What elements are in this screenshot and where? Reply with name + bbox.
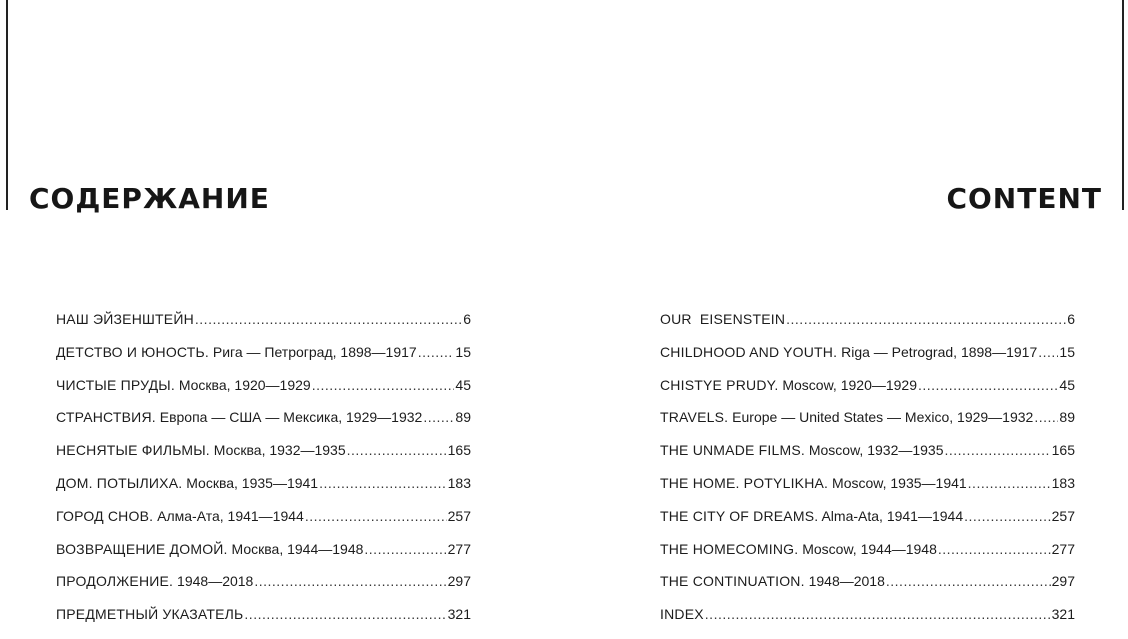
toc-entry-subtitle: Moscow, 1932—1935 <box>808 442 944 459</box>
toc-entry-subtitle: Riga — Petrograd, 1898—1917 <box>841 343 1038 360</box>
toc-entry <box>56 377 471 410</box>
toc-entry-subtitle: Moscow, 1920—1929 <box>782 376 917 393</box>
toc-entry <box>56 344 471 377</box>
toc-entry-title: НЕСНЯТЫЕ ФИЛЬМЫ. <box>56 442 210 459</box>
toc-entry <box>56 508 471 541</box>
dot-leader <box>1038 344 1058 360</box>
toc-entry-title: THE CITY OF DREAMS. <box>660 507 819 524</box>
toc-entry-page: 6 <box>1067 311 1075 327</box>
toc-entry <box>660 377 1075 410</box>
toc-entry-title: ЧИСТЫЕ ПРУДЫ. <box>56 376 175 393</box>
right-page <box>564 0 1128 624</box>
toc-entry-page: 89 <box>1059 409 1075 426</box>
toc-entry-page: 321 <box>447 606 471 623</box>
toc-entry <box>660 442 1075 475</box>
dot-leader <box>968 475 1051 491</box>
toc-entry-subtitle: 1948—2018 <box>177 573 254 590</box>
page-title-russian: СОДЕРЖАНИЕ <box>29 182 270 215</box>
dot-leader <box>786 311 1066 327</box>
toc-entry <box>660 344 1075 377</box>
toc-entry-page: 321 <box>1051 606 1075 623</box>
toc-entry-subtitle: Europe — United States — Mexico, 1929—1932 <box>732 409 1034 426</box>
toc-entry-page: 257 <box>1051 507 1075 524</box>
dot-leader <box>423 409 454 425</box>
toc-entry-subtitle: Moscow, 1944—1948 <box>802 540 937 557</box>
toc-entry-subtitle: Москва, 1944—1948 <box>231 540 364 557</box>
toc-entry-subtitle: 1948—2018 <box>808 573 885 590</box>
toc-entry-page: 45 <box>1059 376 1075 393</box>
dot-leader <box>347 442 447 458</box>
dot-leader <box>918 377 1058 393</box>
toc-entry-title: THE UNMADE FILMS. <box>660 442 805 459</box>
toc-entry-page: 297 <box>447 573 471 590</box>
toc-entry <box>56 311 471 344</box>
toc-entry <box>660 541 1075 574</box>
toc-entry-subtitle: Moscow, 1935—1941 <box>832 474 967 491</box>
toc-entry-title: CHILDHOOD AND YOUTH. <box>660 343 838 360</box>
toc-entry-title: CHISTYE PRUDY. <box>660 376 779 393</box>
toc-entry-title: INDEX <box>660 606 704 623</box>
toc-entry-page: 165 <box>1051 442 1075 459</box>
toc-entry <box>660 573 1075 606</box>
left-page <box>0 0 564 624</box>
toc-list-english <box>660 311 1075 639</box>
toc-entry-page: 277 <box>1051 540 1075 557</box>
dot-leader <box>312 377 455 393</box>
toc-entry-title: ПРЕДМЕТНЫЙ УКАЗАТЕЛЬ <box>56 606 244 623</box>
toc-entry <box>56 606 471 639</box>
toc-entry <box>56 541 471 574</box>
toc-entry <box>56 475 471 508</box>
toc-entry-page: 297 <box>1051 573 1075 590</box>
dot-leader <box>364 541 446 557</box>
dot-leader <box>1034 409 1058 425</box>
toc-entry-page: 165 <box>447 442 471 459</box>
toc-entry-title: TRAVELS. <box>660 409 729 426</box>
dot-leader <box>945 442 1051 458</box>
toc-entry-subtitle: Москва, 1935—1941 <box>186 474 319 491</box>
toc-entry-page: 89 <box>455 409 471 426</box>
toc-entry <box>660 606 1075 639</box>
dot-leader <box>886 573 1051 589</box>
toc-entry-subtitle: Москва, 1932—1935 <box>213 442 346 459</box>
toc-entry-title: THE HOME. POTYLIKHA. <box>660 474 829 491</box>
toc-entry-page: 45 <box>455 376 471 393</box>
dot-leader <box>418 344 455 360</box>
toc-entry-title: ДОМ. ПОТЫЛИХА. <box>56 474 183 491</box>
toc-entry-page: 183 <box>447 474 471 491</box>
dot-leader <box>195 311 462 327</box>
dot-leader <box>244 606 446 622</box>
dot-leader <box>964 508 1051 524</box>
dot-leader <box>705 606 1051 622</box>
toc-entry-subtitle: Европа — США — Мексика, 1929—1932 <box>159 409 423 426</box>
toc-entry-title: ГОРОД СНОВ. <box>56 507 154 524</box>
toc-entry-title: СТРАНСТВИЯ. <box>56 409 156 426</box>
toc-entry-subtitle: Алма-Ата, 1941—1944 <box>157 507 304 524</box>
toc-entry <box>56 409 471 442</box>
toc-entry-title: НАШ ЭЙЗЕНШТЕЙН <box>56 311 194 327</box>
toc-entry-subtitle: Alma-Ata, 1941—1944 <box>821 507 964 524</box>
toc-entry-title: THE CONTINUATION. <box>660 573 805 590</box>
dot-leader <box>938 541 1051 557</box>
dot-leader <box>319 475 447 491</box>
toc-entry-page: 15 <box>1059 343 1075 360</box>
toc-entry <box>56 573 471 606</box>
toc-entry-title: ПРОДОЛЖЕНИЕ. <box>56 573 174 590</box>
toc-entry-page: 277 <box>447 540 471 557</box>
toc-entry-title: ДЕТСТВО И ЮНОСТЬ. <box>56 343 209 360</box>
toc-entry-title: THE HOMECOMING. <box>660 540 799 557</box>
toc-entry-page: 183 <box>1051 474 1075 491</box>
left-edge-rule <box>6 0 8 210</box>
toc-entry <box>56 442 471 475</box>
toc-entry-page: 6 <box>463 311 471 327</box>
toc-entry-title: ВОЗВРАЩЕНИЕ ДОМОЙ. <box>56 540 228 557</box>
toc-entry <box>660 508 1075 541</box>
toc-list-russian <box>56 311 471 639</box>
toc-entry-title: OUR EISENSTEIN <box>660 311 786 327</box>
toc-entry-subtitle: Рига — Петроград, 1898—1917 <box>212 343 417 360</box>
dot-leader <box>305 508 447 524</box>
toc-entry <box>660 311 1075 344</box>
page-title-english: CONTENT <box>946 182 1102 215</box>
toc-entry-page: 15 <box>455 343 471 360</box>
toc-entry <box>660 409 1075 442</box>
toc-entry-page: 257 <box>447 507 471 524</box>
right-edge-rule <box>1122 0 1124 210</box>
toc-entry <box>660 475 1075 508</box>
toc-entry-subtitle: Москва, 1920—1929 <box>178 376 311 393</box>
dot-leader <box>254 573 446 589</box>
